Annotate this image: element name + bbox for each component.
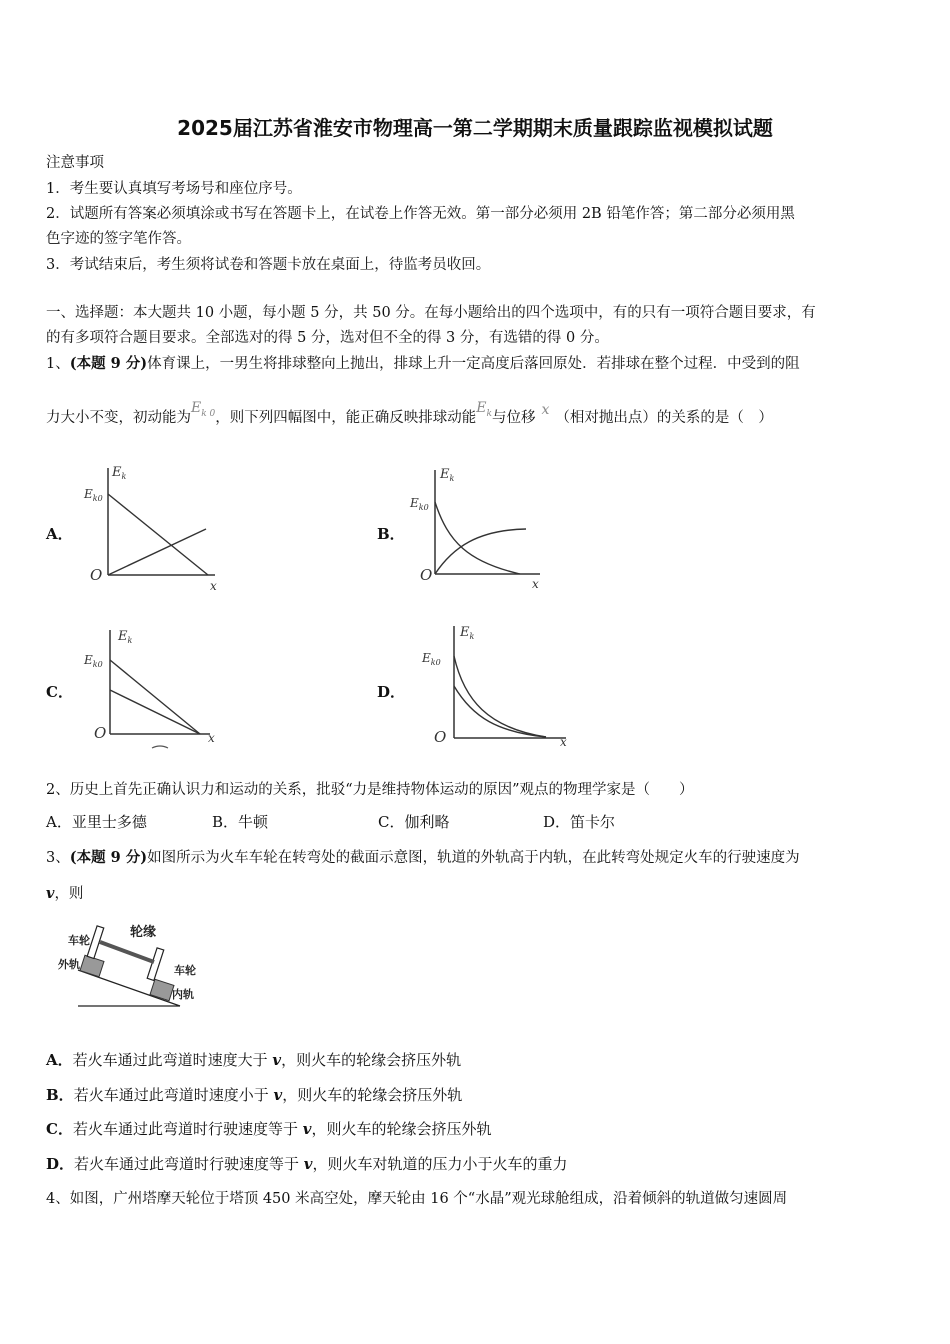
label-wheel-left: 车轮	[68, 934, 90, 947]
start-label: $E_{k0}$	[84, 487, 103, 503]
notice-item: 3．考试结束后，考生须将试卷和答题卡放在桌面上，待监考员收回。	[46, 257, 491, 273]
graph-b	[408, 462, 558, 597]
curve-up-segment	[454, 656, 546, 737]
scan-artifact	[152, 746, 168, 748]
axle	[100, 942, 154, 962]
start-label: $E_{k0}$	[84, 653, 103, 669]
graph-c	[80, 624, 230, 754]
axis-y-label: $E_k$	[112, 465, 127, 481]
origin-label: O	[90, 566, 103, 584]
axis-x-label: x	[210, 579, 217, 593]
label-outer-rail: 外轨	[58, 958, 80, 971]
question-3-option-a: A．若火车通过此弯道时速度大于 v，则火车的轮缘会挤压外轨	[46, 1051, 462, 1069]
question-text: 力大小不变，初动能为	[46, 410, 191, 426]
math-x: x	[541, 402, 550, 418]
question-2-text: 2、历史上首先正确认识力和运动的关系，批驳“力是维持物体运动的原因”观点的物理学家是（ ）	[46, 782, 694, 798]
curve-increasing	[435, 529, 526, 574]
train-wheel-figure	[52, 918, 212, 1013]
outer-rail	[80, 955, 104, 976]
question-2-option-b: B．牛顿	[212, 813, 269, 831]
start-label: $E_{k0}$	[410, 496, 429, 512]
question-3-option-b: B．若火车通过此弯道时速度小于 v，则火车的轮缘会挤压外轨	[46, 1086, 463, 1104]
section-intro: 的有多项符合题目要求。全部选对的得 5 分，选对但不全的得 3 分，有选错的得 0 分。	[46, 330, 609, 346]
question-number: 3、	[46, 850, 70, 866]
question-number: 1、	[46, 356, 70, 372]
notice-item: 2．试题所有答案必须填涂或书写在答题卡上，在试卷上作答无效。第一部分必须用 2B 铅笔作答；第二部分必须用黑	[46, 206, 795, 222]
label-flange: 轮缘	[130, 925, 157, 940]
question-text: 如图所示为火车车轮在转弯处的截面示意图，轨道的外轨高于内轨，在此转弯处规定火车的行驶速度为	[147, 850, 800, 866]
origin-label: O	[420, 566, 433, 584]
curve-increasing	[108, 529, 206, 575]
option-d-label: D．	[377, 683, 406, 701]
notice-item: 色字迹的签字笔作答。	[46, 231, 191, 247]
option-b-label: B．	[377, 525, 405, 543]
question-2-option-c: C．伽利略	[378, 813, 450, 831]
section-intro: 一、选择题：本大题共 10 小题，每小题 5 分，共 50 分。在每小题给出的四个选项中，有的只有一项符合题目要求，有	[46, 305, 816, 321]
question-3-option-c: C．若火车通过此弯道时行驶速度等于 v，则火车的轮缘会挤压外轨	[46, 1120, 492, 1138]
question-text: 与位移	[491, 410, 536, 426]
start-label: $E_{k0}$	[422, 651, 441, 667]
question-4-text: 4、如图，广州塔摩天轮位于塔顶 450 米高空处，摩天轮由 16 个“水晶”观光球舱组成，沿着倾斜的轨道做匀速圆周	[46, 1191, 788, 1207]
question-score: (本题 9 分)	[69, 355, 148, 372]
axis-y-label: $E_k$	[440, 467, 455, 483]
question-2-option-d: D．笛卡尔	[543, 813, 616, 831]
question-3-option-d: D．若火车通过此弯道时行驶速度等于 v，则火车对轨道的压力小于火车的重力	[46, 1155, 568, 1173]
var-v: v	[46, 885, 55, 902]
axis-x-label: x	[208, 731, 215, 745]
option-c-label: C．	[46, 683, 73, 701]
page-title: 2025届江苏省淮安市物理高一第二学期期末质量跟踪监视模拟试题	[177, 116, 773, 140]
axis-x-label: x	[532, 577, 539, 591]
notice-heading: 注意事项	[46, 155, 104, 171]
origin-label: O	[434, 728, 447, 746]
curve-down-segment	[454, 686, 546, 737]
question-1-line	[46, 352, 800, 373]
question-text: ，则	[54, 886, 84, 902]
math-ek: $E_k$	[476, 400, 492, 419]
graph-a	[80, 460, 230, 595]
math-ek0: $E_{k 0}$	[191, 400, 216, 419]
axis-x-label: x	[560, 735, 567, 749]
inner-rail	[150, 979, 174, 1000]
axis-y-label: $E_k$	[118, 629, 133, 645]
question-text: （相对抛出点）的关系的是（ ）	[555, 410, 773, 426]
question-2-option-a: A．亚里士多德	[46, 813, 147, 831]
question-3-line	[46, 882, 83, 903]
label-wheel-right: 车轮	[174, 964, 196, 977]
axis-y-label: $E_k$	[460, 625, 475, 641]
right-wheel	[147, 948, 164, 981]
label-inner-rail: 内轨	[172, 988, 194, 1001]
origin-label: O	[94, 724, 107, 742]
question-score: (本题 9 分)	[69, 849, 148, 866]
question-1-line	[46, 400, 773, 429]
question-text: 体育课上，一男生将排球整向上抛出，排球上升一定高度后落回原处．若排球在整个过程．中受到的阻	[147, 356, 800, 372]
graph-d	[418, 620, 578, 755]
question-3-line	[46, 846, 800, 867]
option-a-label: A．	[46, 525, 73, 543]
question-text: ，则下列四幅图中，能正确反映排球动能	[215, 410, 477, 426]
notice-item: 1．考生要认真填写考场号和座位序号。	[46, 181, 302, 197]
